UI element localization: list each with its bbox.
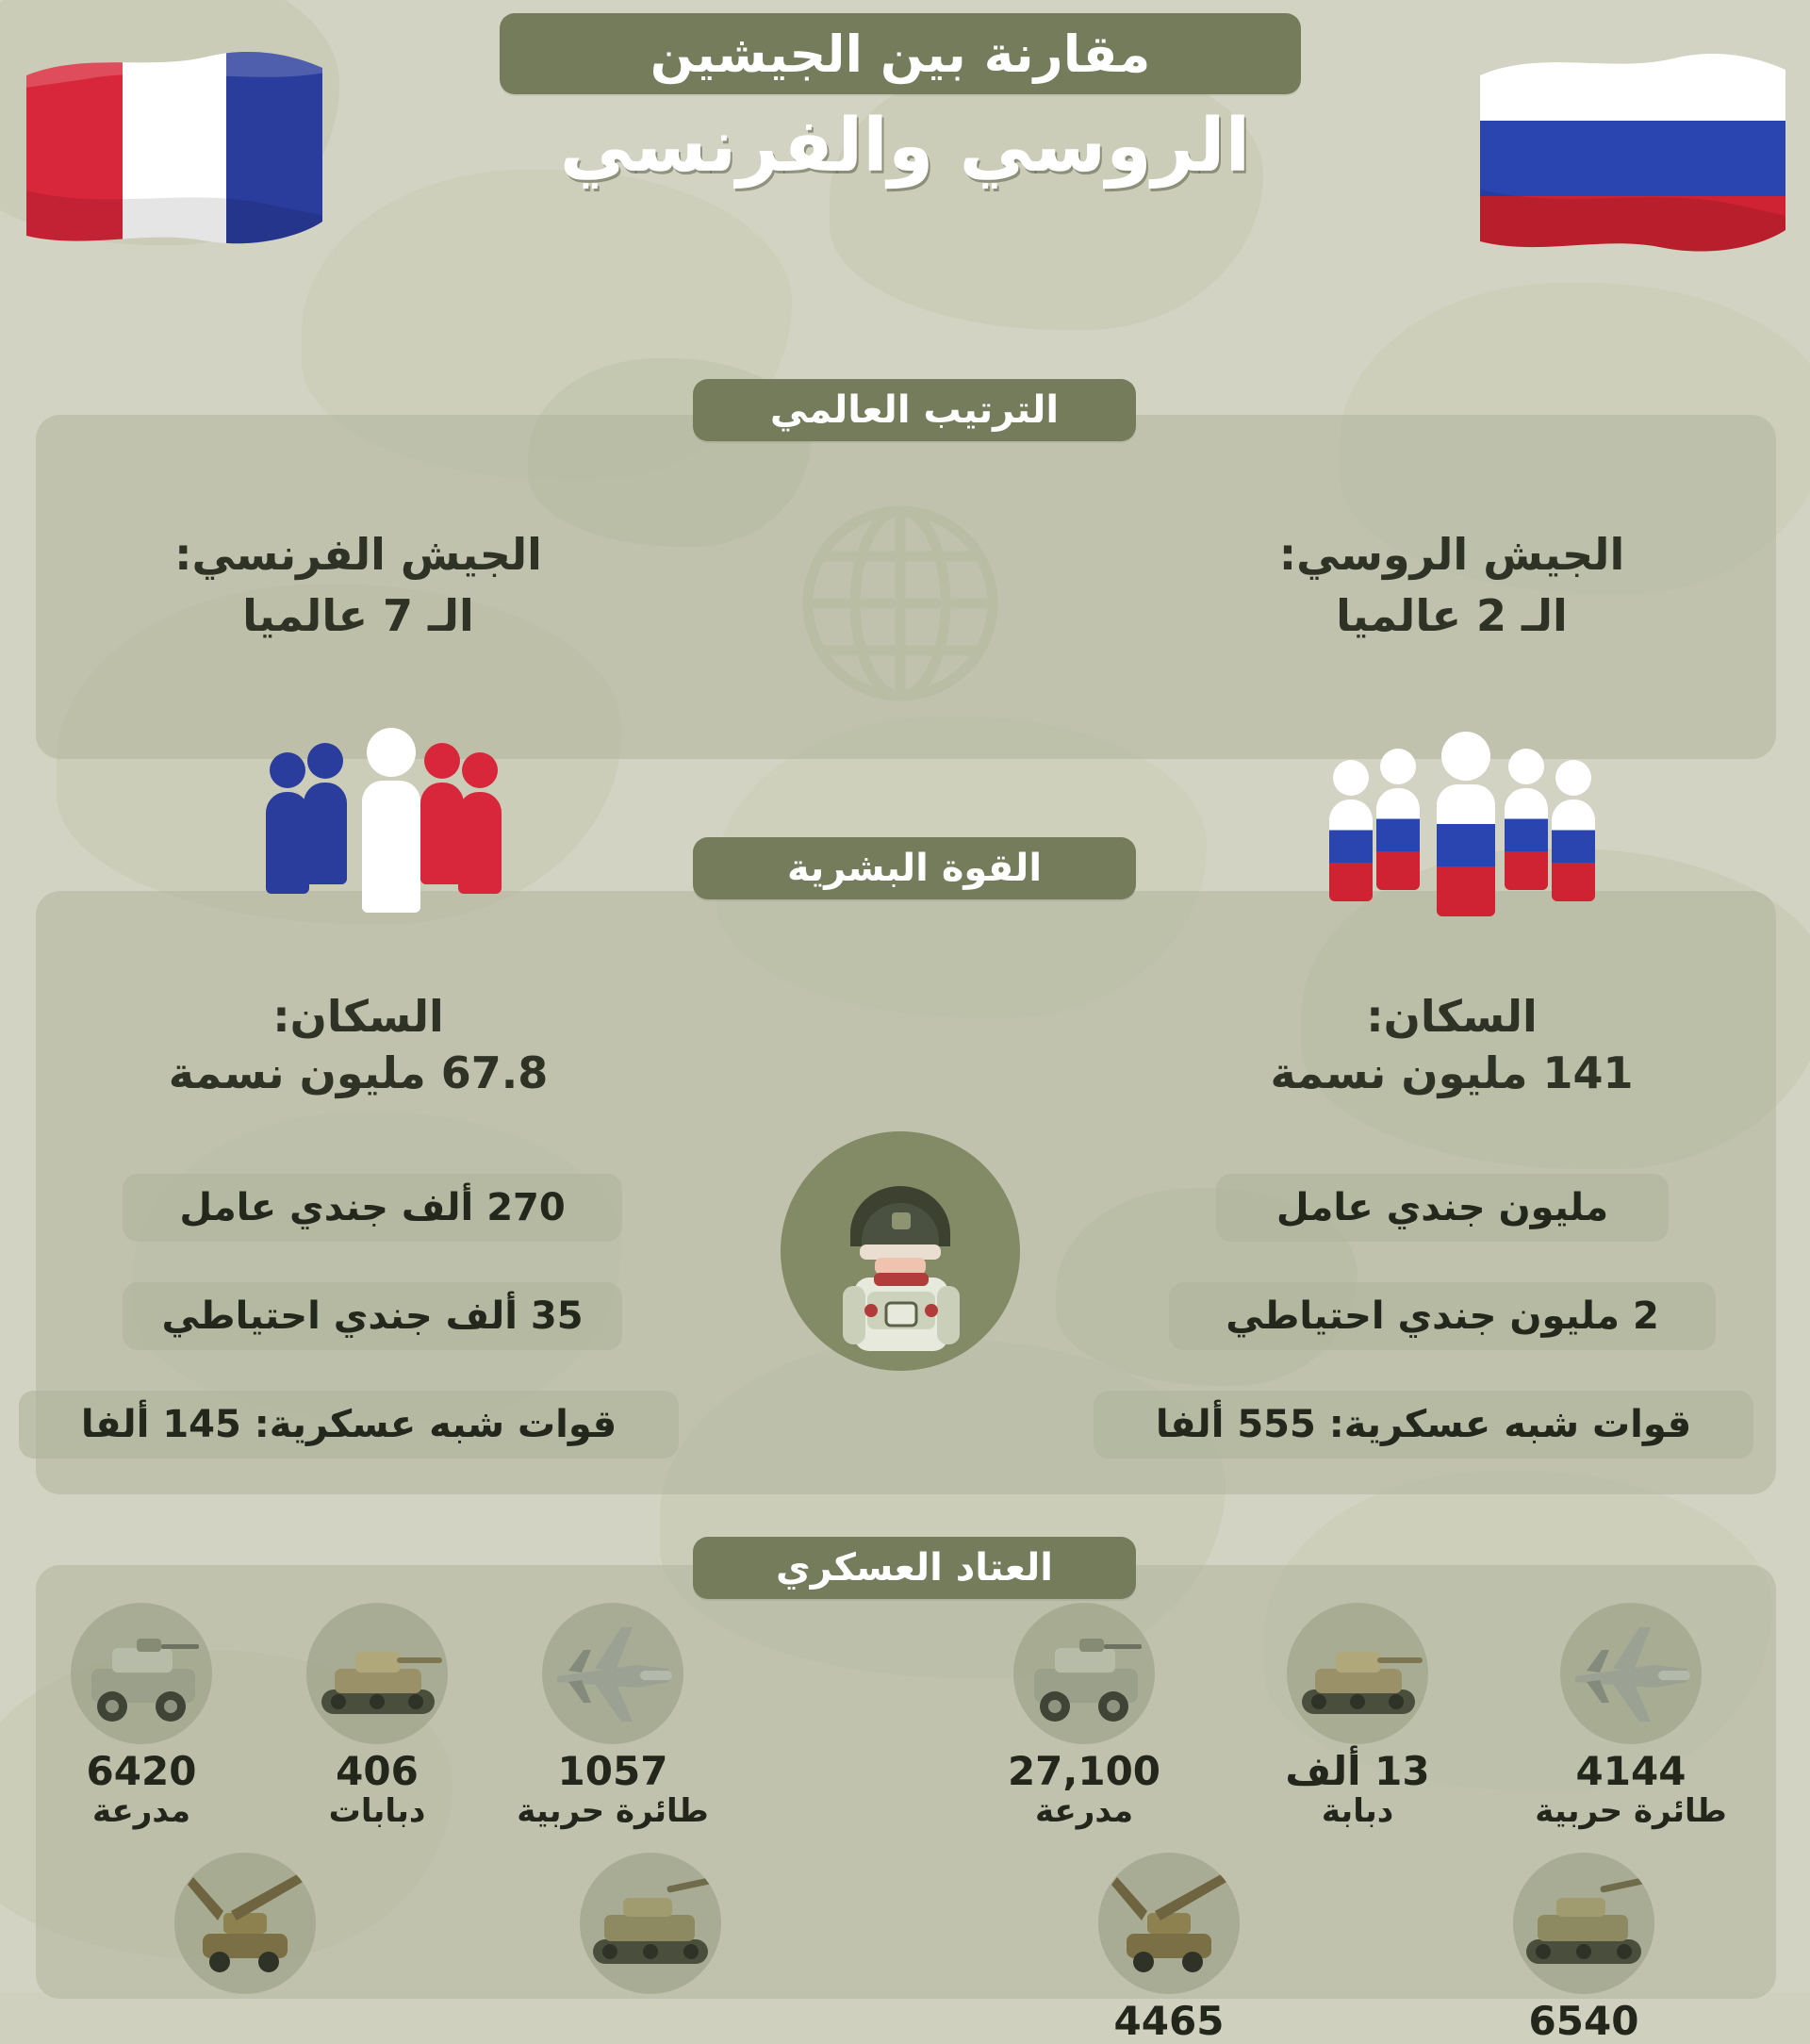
page-subtitle: الروسي والفرنسي: [559, 104, 1251, 189]
france-rank-value: الـ 7 عالميا: [242, 590, 474, 641]
france-population-label: السكان:: [272, 991, 444, 1042]
ranking-title: الترتيب العالمي: [693, 379, 1136, 441]
france-active-troops: 270 ألف جندي عامل: [123, 1174, 622, 1242]
russia-population-label: السكان:: [1366, 991, 1538, 1042]
france-people-icon: [255, 726, 518, 943]
russia-reserve-troops: 2 مليون جندي احتياطي: [1169, 1282, 1716, 1350]
france-paramilitary: قوات شبه عسكرية: 145 ألفا: [19, 1391, 679, 1459]
equipment-value: 1057: [557, 1748, 668, 1794]
france-population-value: 67.8 مليون نسمة: [168, 1047, 549, 1098]
equipment-card-russia-self-propelled-artillery: [1480, 1853, 1687, 2044]
russia-rank-label: الجيش الروسي:: [1278, 529, 1625, 580]
equipment-label: مدرعة: [91, 1792, 191, 1830]
equipment-card-france-armored: [38, 1603, 245, 1830]
soldier-icon: [781, 1131, 1021, 1376]
equipment-card-france-jets: [509, 1603, 716, 1830]
manpower-title: القوة البشرية: [693, 837, 1136, 899]
tank-icon: [306, 1603, 448, 1744]
russia-active-troops: مليون جندي عامل: [1216, 1174, 1669, 1242]
equipment-label: طائرة حربية: [517, 1792, 709, 1830]
france-reserve-troops: 35 ألف جندي احتياطي: [123, 1282, 622, 1350]
equipment-value: 6540: [1528, 1998, 1639, 2044]
equipment-label: طائرة حربية: [1535, 1792, 1727, 1830]
equipment-value: 4144: [1575, 1748, 1687, 1794]
equipment-value: 406: [336, 1748, 419, 1794]
equipment-card-france-self-propelled-artillery: [547, 1853, 754, 1998]
equipment-value: 13 ألف: [1285, 1748, 1430, 1794]
fighter-jet-icon: [542, 1603, 683, 1744]
equipment-card-russia-jets: [1527, 1603, 1735, 1830]
russia-population-value: 141 مليون نسمة: [1270, 1047, 1634, 1098]
page-title-pill: مقارنة بين الجيشين: [500, 13, 1301, 94]
equipment-label: دبابة: [1321, 1792, 1394, 1830]
france-flag: [19, 47, 330, 268]
russia-people-icon: [1320, 726, 1621, 952]
russia-rank-value: الـ 2 عالميا: [1336, 590, 1568, 641]
equipment-card-france-rocket-artillery: [141, 1853, 349, 1998]
equipment-card-russia-rocket-artillery: [1065, 1853, 1273, 2044]
equipment-value: 27,100: [1007, 1748, 1161, 1794]
equipment-card-russia-armored: [980, 1603, 1188, 1830]
tank-icon: [1287, 1603, 1428, 1744]
equipment-card-france-tanks: [273, 1603, 481, 1830]
armored-vehicle-icon: [71, 1603, 212, 1744]
russia-flag: [1471, 45, 1791, 275]
self-propelled-artillery-icon: [1513, 1853, 1654, 1994]
self-propelled-artillery-icon: [580, 1853, 721, 1994]
france-rank-label: الجيش الفرنسي:: [174, 529, 542, 580]
equipment-title: العتاد العسكري: [693, 1537, 1136, 1599]
equipment-value: 6420: [86, 1748, 197, 1794]
russia-paramilitary: قوات شبه عسكرية: 555 ألفا: [1094, 1391, 1753, 1459]
equipment-value: 4465: [1113, 1998, 1225, 2044]
rocket-artillery-icon: [1098, 1853, 1240, 1994]
rocket-artillery-icon: [174, 1853, 316, 1994]
equipment-label: مدرعة: [1034, 1792, 1134, 1830]
equipment-label: دبابات: [328, 1792, 426, 1830]
armored-vehicle-icon: [1013, 1603, 1155, 1744]
equipment-card-russia-tanks: [1254, 1603, 1461, 1830]
globe-icon: [782, 490, 1018, 711]
fighter-jet-icon: [1560, 1603, 1702, 1744]
